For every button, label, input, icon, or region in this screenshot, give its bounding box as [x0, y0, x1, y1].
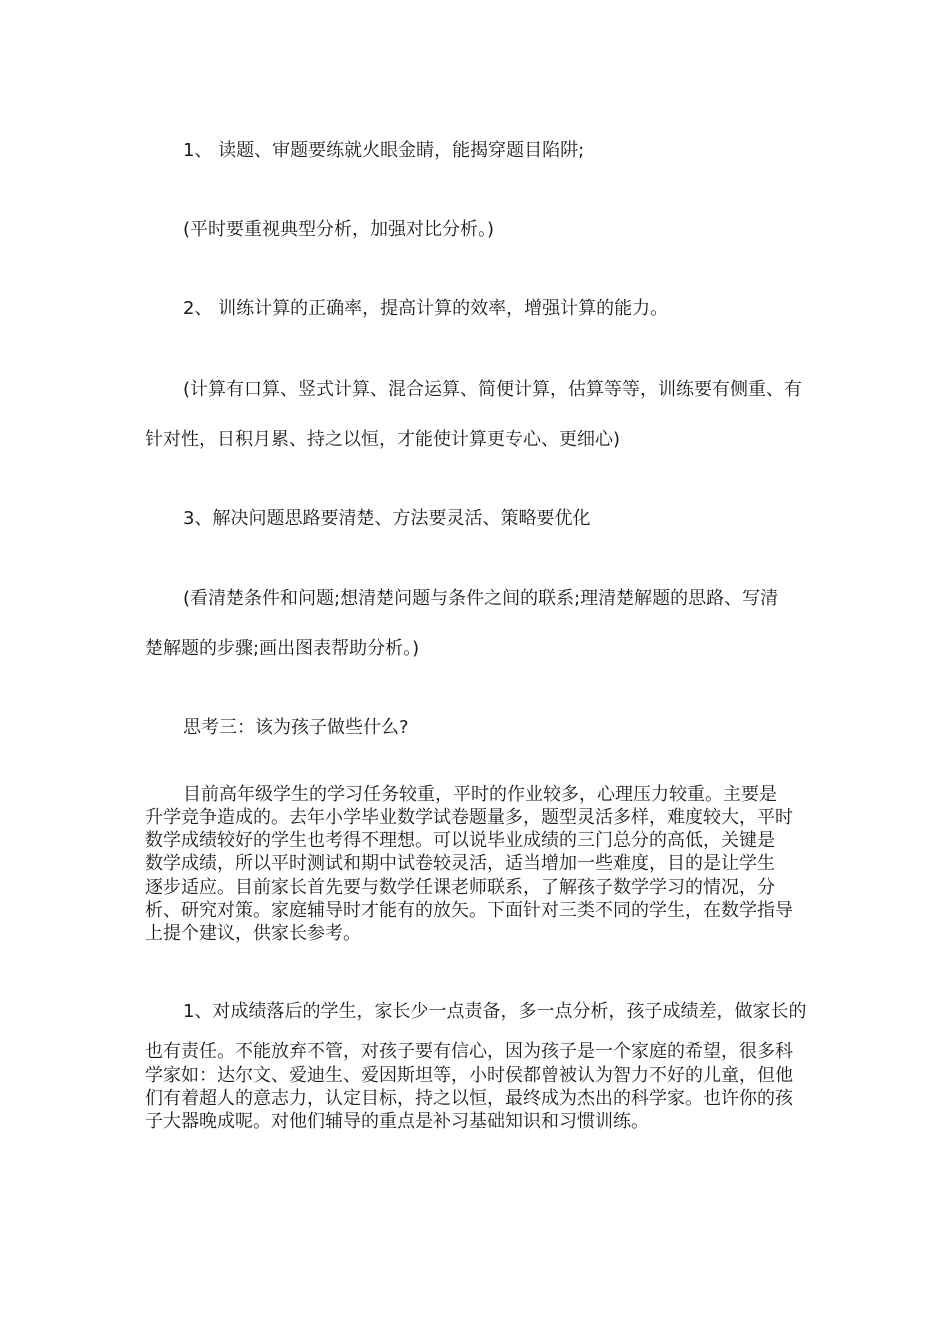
paragraph2-first-line: 1、对成绩落后的学生，家长少一点责备，多一点分析，孩子成绩差，做家长的	[183, 1001, 807, 1022]
paragraph2-line: 也有责任。不能放弃不管，对孩子要有信心，因为孩子是一个家庭的希望，很多科	[145, 1041, 793, 1062]
paragraph1-line: 数学成绩，所以平时测试和期中试卷较灵活，适当增加一些难度，目的是让学生	[145, 853, 775, 874]
paragraph2-line: 学家如：达尔文、爱迪生、爱因斯坦等，小时侯都曾被认为智力不好的儿童，但他	[145, 1065, 793, 1086]
item3-title: 3、解决问题思路要清楚、方法要灵活、策略要优化	[183, 508, 591, 529]
item1-note: (平时要重视典型分析，加强对比分析。)	[183, 219, 495, 240]
item2-note-line2: 针对性，日积月累、持之以恒，才能使计算更专心、更细心)	[145, 429, 621, 450]
paragraph2-line: 子大器晚成呢。对他们辅导的重点是补习基础知识和习惯训练。	[145, 1111, 649, 1132]
paragraph1-line: 上提个建议，供家长参考。	[145, 923, 361, 944]
paragraph1-line: 升学竞争造成的。去年小学毕业数学试卷题量多，题型灵活多样，难度较大，平时	[145, 807, 793, 828]
paragraph1-line: 逐步适应。目前家长首先要与数学任课老师联系，了解孩子数学学习的情况，分	[145, 877, 775, 898]
item2-title: 2、 训练计算的正确率，提高计算的效率，增强计算的能力。	[183, 298, 669, 319]
paragraph1-line: 析、研究对策。家庭辅导时才能有的放矢。下面针对三类不同的学生，在数学指导	[145, 900, 793, 921]
item2-note-line1: (计算有口算、竖式计算、混合运算、简便计算，估算等等，训练要有侧重、有	[183, 379, 803, 400]
section-heading: 思考三：该为孩子做些什么?	[183, 717, 409, 738]
item1-title: 1、 读题、审题要练就火眼金睛，能揭穿题目陷阱;	[183, 140, 585, 161]
paragraph1-line: 目前高年级学生的学习任务较重，平时的作业较多，心理压力较重。主要是	[183, 784, 777, 805]
paragraph1-line: 数学成绩较好的学生也考得不理想。可以说毕业成绩的三门总分的高低，关键是	[145, 830, 775, 851]
paragraph2-line: 们有着超人的意志力，认定目标，持之以恒，最终成为杰出的科学家。也许你的孩	[145, 1088, 793, 1109]
item3-note-line1: (看清楚条件和问题;想清楚问题与条件之间的联系;理清楚解题的思路、写清	[183, 588, 779, 609]
item3-note-line2: 楚解题的步骤;画出图表帮助分析。)	[145, 638, 420, 659]
